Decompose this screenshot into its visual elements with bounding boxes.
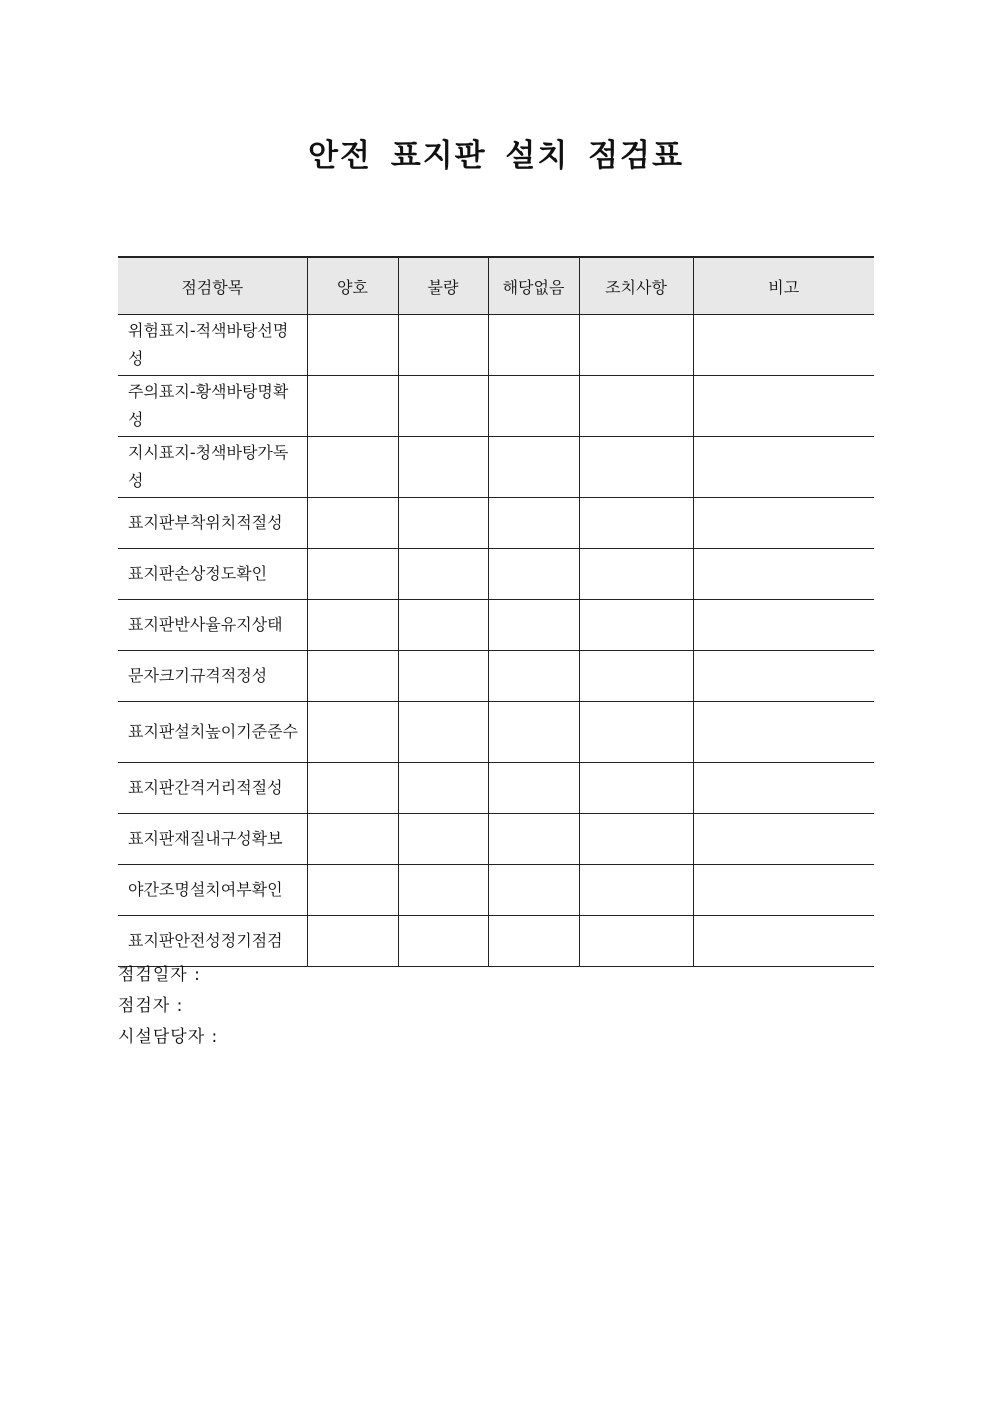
remarks-cell[interactable]	[693, 549, 874, 600]
remarks-cell[interactable]	[693, 376, 874, 437]
not-applicable-cell[interactable]	[488, 916, 579, 967]
poor-cell[interactable]	[398, 315, 488, 376]
table-row	[118, 498, 874, 549]
action-cell[interactable]	[579, 315, 693, 376]
action-cell[interactable]	[579, 376, 693, 437]
good-cell[interactable]	[307, 814, 398, 865]
remarks-cell[interactable]	[693, 651, 874, 702]
item-cell: 문자크기규격적정성	[118, 651, 307, 702]
table-row	[118, 315, 874, 376]
item-cell: 위험표지-적색바탕선명성	[118, 315, 307, 376]
item-cell: 표지판부착위치적절성	[118, 498, 307, 549]
table-row	[118, 865, 874, 916]
signature-section	[118, 960, 218, 1053]
action-cell[interactable]	[579, 549, 693, 600]
good-cell[interactable]	[307, 437, 398, 498]
table-row	[118, 702, 874, 763]
not-applicable-cell[interactable]	[488, 549, 579, 600]
item-cell: 지시표지-청색바탕가독성	[118, 437, 307, 498]
not-applicable-cell[interactable]	[488, 437, 579, 498]
table-row	[118, 600, 874, 651]
item-cell: 표지판반사율유지상태	[118, 600, 307, 651]
header-poor: 불량	[398, 257, 488, 315]
table-row	[118, 437, 874, 498]
not-applicable-cell[interactable]	[488, 865, 579, 916]
item-cell: 야간조명설치여부확인	[118, 865, 307, 916]
good-cell[interactable]	[307, 498, 398, 549]
action-cell[interactable]	[579, 498, 693, 549]
remarks-cell[interactable]	[693, 865, 874, 916]
poor-cell[interactable]	[398, 763, 488, 814]
poor-cell[interactable]	[398, 600, 488, 651]
inspection-table	[118, 256, 874, 967]
table-row	[118, 651, 874, 702]
poor-cell[interactable]	[398, 916, 488, 967]
item-cell: 표지판간격거리적절성	[118, 763, 307, 814]
poor-cell[interactable]	[398, 549, 488, 600]
item-cell: 표지판재질내구성확보	[118, 814, 307, 865]
header-inspection-item: 점검항목	[118, 257, 307, 315]
table-row	[118, 916, 874, 967]
poor-cell[interactable]	[398, 498, 488, 549]
remarks-cell[interactable]	[693, 702, 874, 763]
good-cell[interactable]	[307, 315, 398, 376]
action-cell[interactable]	[579, 437, 693, 498]
table-row	[118, 763, 874, 814]
facility-manager-label: 시설담당자 :	[118, 1027, 219, 1047]
poor-cell[interactable]	[398, 437, 488, 498]
header-action-taken: 조치사항	[579, 257, 693, 315]
good-cell[interactable]	[307, 702, 398, 763]
action-cell[interactable]	[579, 916, 693, 967]
not-applicable-cell[interactable]	[488, 600, 579, 651]
remarks-cell[interactable]	[693, 600, 874, 651]
poor-cell[interactable]	[398, 865, 488, 916]
item-cell: 주의표지-황색바탕명확성	[118, 376, 307, 437]
not-applicable-cell[interactable]	[488, 814, 579, 865]
remarks-cell[interactable]	[693, 814, 874, 865]
good-cell[interactable]	[307, 376, 398, 437]
not-applicable-cell[interactable]	[488, 498, 579, 549]
remarks-cell[interactable]	[693, 498, 874, 549]
good-cell[interactable]	[307, 865, 398, 916]
good-cell[interactable]	[307, 916, 398, 967]
header-remarks: 비고	[693, 257, 874, 315]
good-cell[interactable]	[307, 549, 398, 600]
table-header-row	[118, 257, 874, 315]
item-cell: 표지판손상정도확인	[118, 549, 307, 600]
action-cell[interactable]	[579, 702, 693, 763]
inspection-date-label: 점검일자 :	[118, 965, 201, 985]
poor-cell[interactable]	[398, 376, 488, 437]
not-applicable-cell[interactable]	[488, 315, 579, 376]
not-applicable-cell[interactable]	[488, 763, 579, 814]
not-applicable-cell[interactable]	[488, 376, 579, 437]
good-cell[interactable]	[307, 763, 398, 814]
good-cell[interactable]	[307, 651, 398, 702]
not-applicable-cell[interactable]	[488, 651, 579, 702]
header-not-applicable: 해당없음	[488, 257, 579, 315]
page-title: 안전 표지판 설치 점검표	[308, 138, 684, 174]
remarks-cell[interactable]	[693, 315, 874, 376]
poor-cell[interactable]	[398, 651, 488, 702]
action-cell[interactable]	[579, 651, 693, 702]
remarks-cell[interactable]	[693, 437, 874, 498]
action-cell[interactable]	[579, 763, 693, 814]
not-applicable-cell[interactable]	[488, 702, 579, 763]
action-cell[interactable]	[579, 814, 693, 865]
remarks-cell[interactable]	[693, 916, 874, 967]
poor-cell[interactable]	[398, 702, 488, 763]
header-good: 양호	[307, 257, 398, 315]
poor-cell[interactable]	[398, 814, 488, 865]
action-cell[interactable]	[579, 600, 693, 651]
item-cell: 표지판설치높이기준준수	[118, 702, 307, 763]
table-row	[118, 376, 874, 437]
action-cell[interactable]	[579, 865, 693, 916]
inspector-label: 점검자 :	[118, 996, 184, 1016]
item-cell: 표지판안전성정기점검	[118, 916, 307, 967]
remarks-cell[interactable]	[693, 763, 874, 814]
table-row	[118, 549, 874, 600]
good-cell[interactable]	[307, 600, 398, 651]
table-row	[118, 814, 874, 865]
